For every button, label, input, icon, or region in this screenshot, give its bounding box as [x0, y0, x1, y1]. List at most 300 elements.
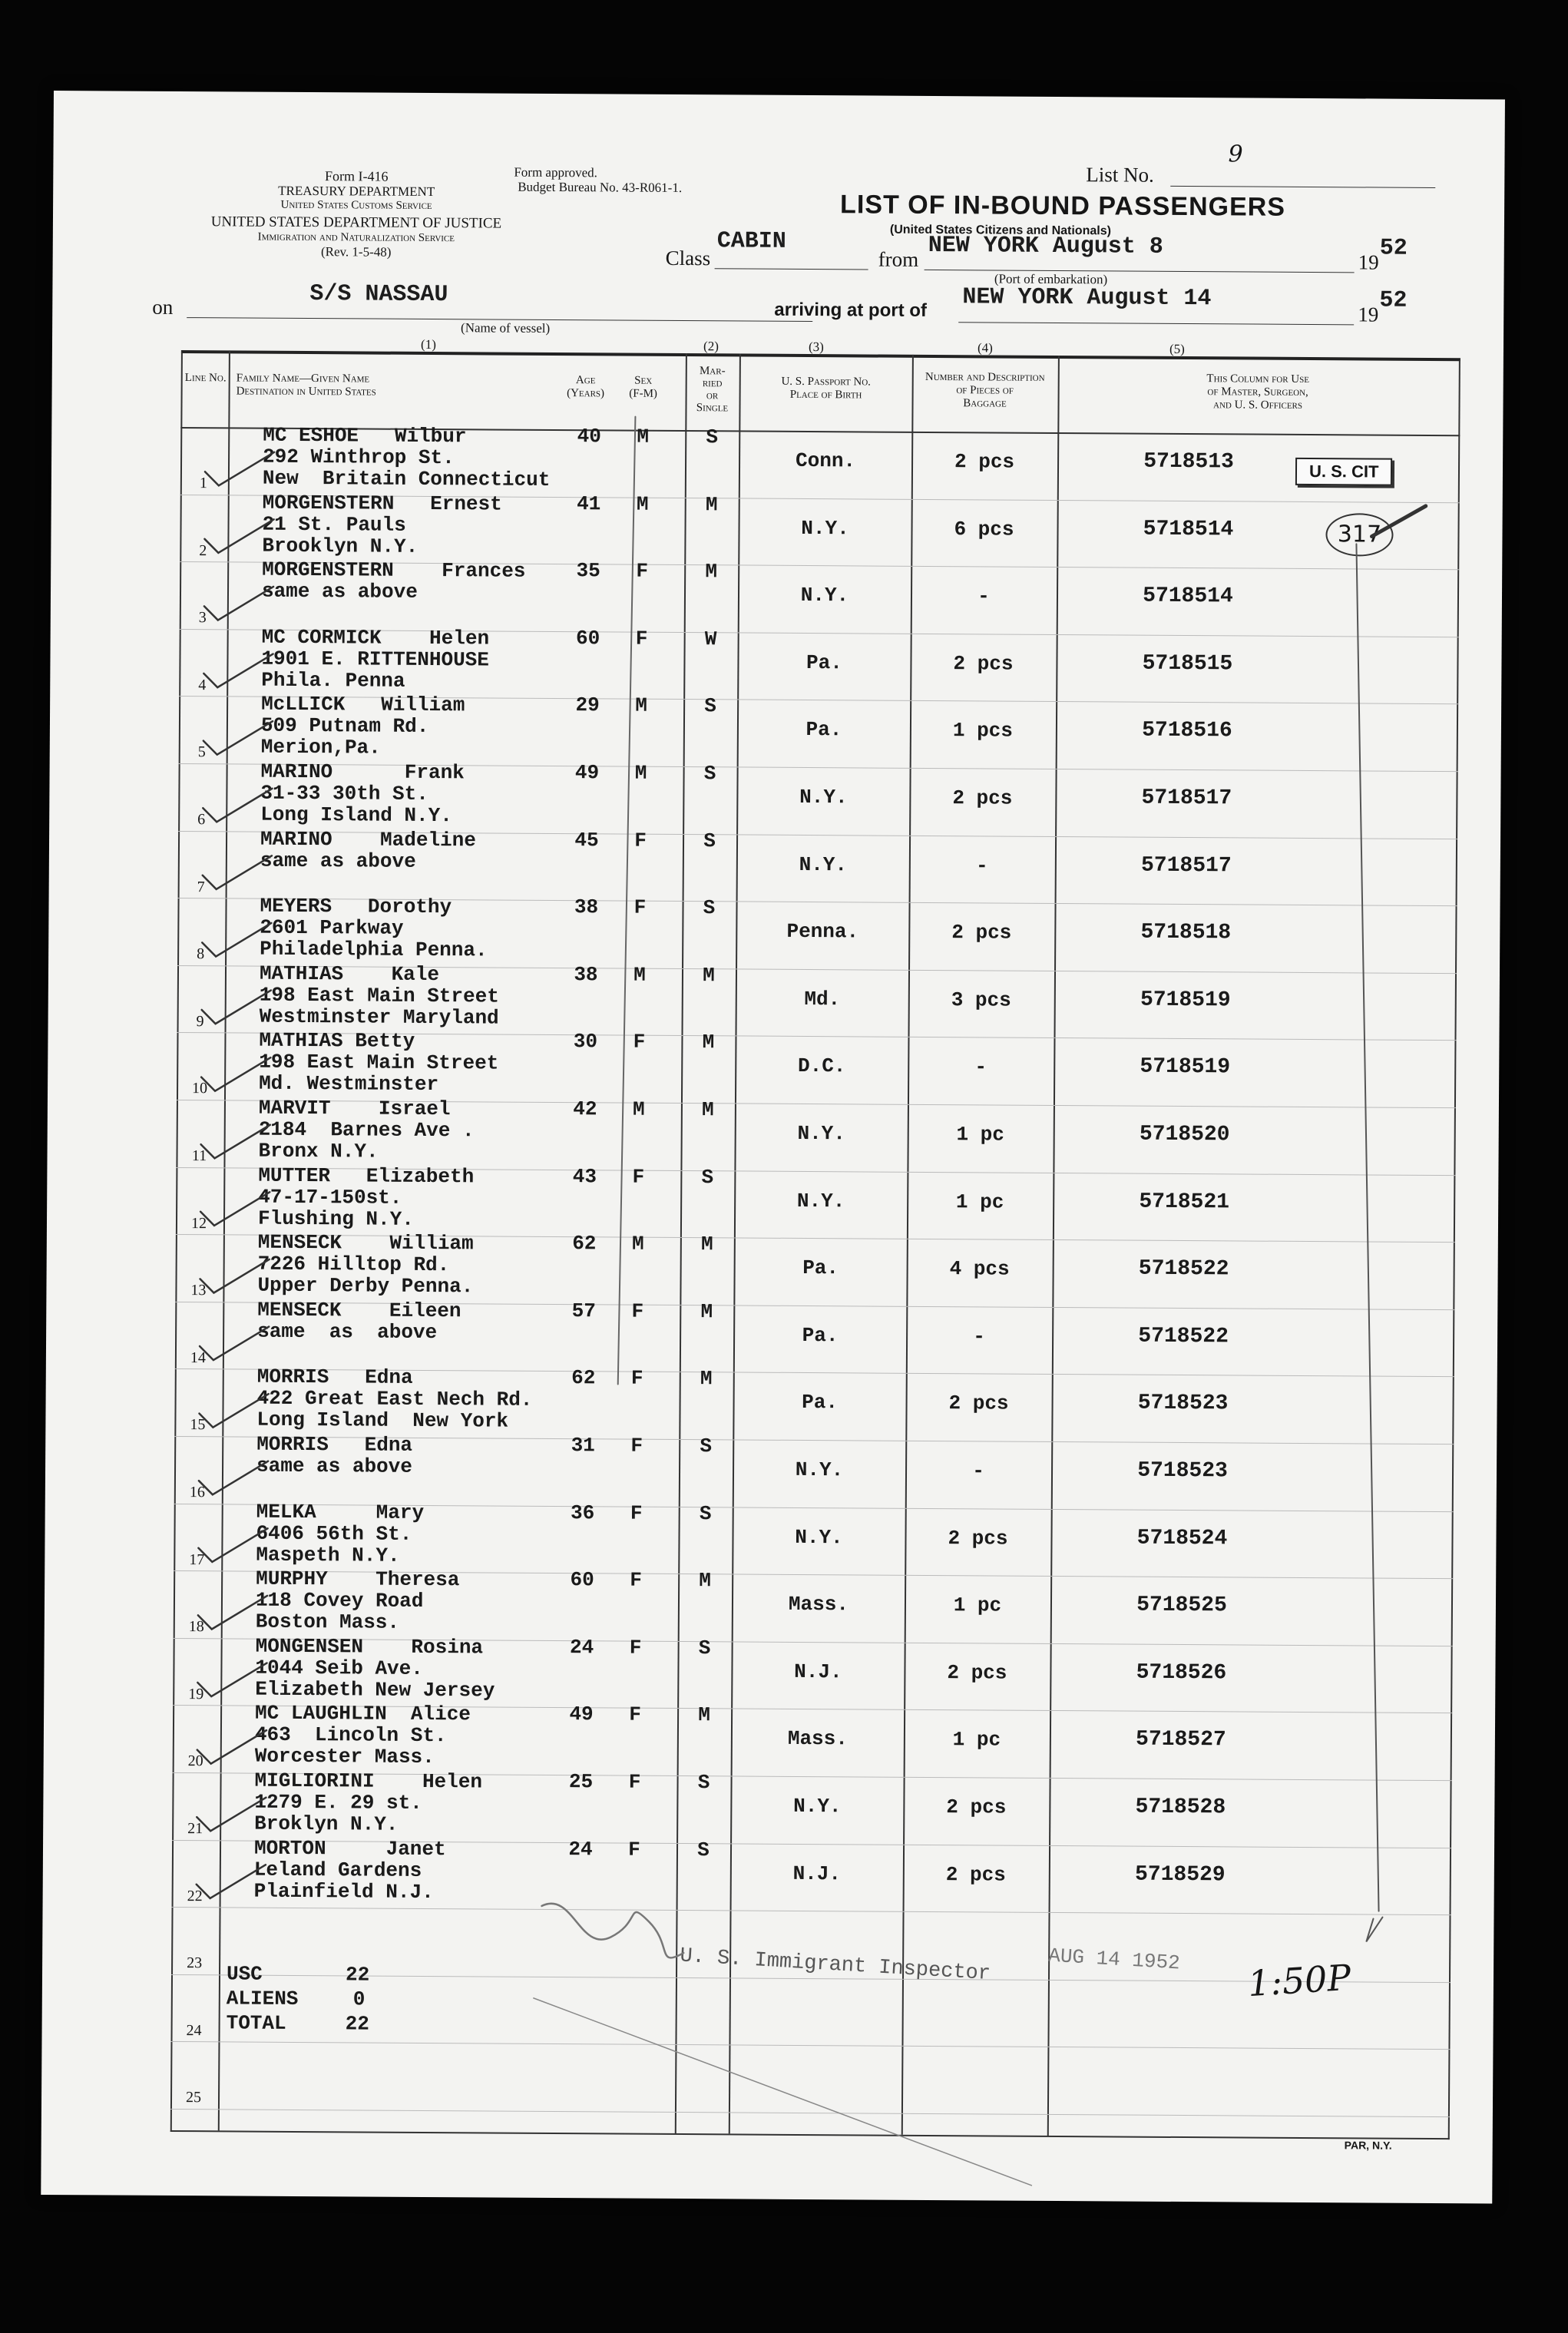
line-number: 25	[185, 2089, 202, 2106]
baggage: 2 pcs	[951, 921, 1012, 945]
marital-status: S	[698, 1636, 711, 1660]
age: 42	[573, 1097, 597, 1121]
age: 30	[573, 1030, 598, 1054]
destination-address: 31-33 30th St.	[260, 781, 428, 806]
col-number-4: (4)	[977, 340, 993, 356]
header-baggage: of Pieces of	[956, 384, 1014, 397]
destination-city: Maspeth N.Y.	[256, 1543, 400, 1567]
marital-status: S	[704, 694, 717, 718]
arriving-value: NEW YORK August 14	[962, 284, 1212, 313]
check-mark	[203, 654, 273, 688]
baggage: -	[978, 584, 990, 608]
officer-number: 5718515	[1142, 651, 1233, 677]
destination-city: Boston Mass.	[255, 1610, 400, 1634]
sex: F	[633, 895, 647, 919]
header-baggage: Baggage	[963, 397, 1007, 410]
passenger-name: MATHIAS Betty	[259, 1029, 415, 1054]
age: 35	[576, 559, 600, 583]
sex: F	[630, 1434, 643, 1458]
officer-number: 5718521	[1139, 1190, 1230, 1214]
class-label: Class	[665, 246, 711, 270]
check-mark	[204, 519, 273, 554]
sex: F	[634, 829, 647, 852]
line-number: 17	[189, 1550, 205, 1568]
sex: M	[631, 1232, 644, 1256]
line-number: 1	[199, 475, 207, 492]
birthplace: Pa.	[806, 718, 842, 742]
passenger-name: MARINO Madeline	[260, 827, 476, 852]
check-mark	[203, 855, 272, 890]
birthplace: N.Y.	[795, 1458, 844, 1482]
marital-status: S	[697, 1838, 710, 1861]
passenger-name: MORRIS Edna	[256, 1365, 413, 1390]
officer-number: 5718522	[1138, 1324, 1229, 1349]
birthplace: Pa.	[806, 650, 842, 675]
officer-number: 5718525	[1136, 1593, 1227, 1618]
sex: F	[630, 1568, 643, 1592]
officer-number: 5718527	[1136, 1728, 1226, 1752]
marital-status: M	[705, 560, 718, 584]
class-value: CABIN	[716, 228, 786, 255]
officer-number: 5718520	[1139, 1122, 1230, 1147]
customs-service: United States Customs Service	[280, 198, 432, 213]
baggage: 2 pcs	[945, 1862, 1006, 1887]
marital-status: W	[704, 627, 717, 651]
destination-address: same as above	[256, 1454, 412, 1478]
line-number: 4	[198, 676, 207, 694]
officer-number: 5718524	[1136, 1526, 1228, 1550]
passenger-name: MELKA Mary	[256, 1500, 425, 1524]
marital-status: M	[700, 1233, 713, 1256]
officer-number: 5718518	[1140, 920, 1232, 945]
justice-dept: UNITED STATES DEPARTMENT OF JUSTICE	[210, 213, 502, 232]
marital-status: M	[700, 1367, 713, 1391]
aliens-count: 0	[352, 1987, 366, 2011]
document-subtitle: (United States Citizens and Nationals)	[889, 223, 1112, 238]
destination-address: 198 East Main Street	[259, 1051, 499, 1075]
line-number: 6	[197, 811, 206, 829]
destination-city: Philadelphia Penna.	[260, 937, 488, 962]
marital-status: S	[706, 425, 719, 449]
header-baggage: Number and Description	[925, 370, 1045, 384]
marital-status: S	[703, 896, 716, 920]
officer-number: 5718513	[1143, 449, 1234, 475]
marital-status: S	[700, 1435, 713, 1458]
officer-number: 5718514	[1143, 584, 1233, 609]
line-number: 8	[197, 945, 205, 963]
sex: F	[635, 627, 648, 650]
officer-number: 5718519	[1140, 1055, 1231, 1080]
baggage: -	[974, 1055, 987, 1079]
marital-status: S	[701, 1165, 714, 1189]
baggage: 3 pcs	[951, 988, 1011, 1012]
marital-status: M	[702, 1031, 715, 1054]
line-number: 24	[186, 2021, 202, 2040]
marital-status: M	[698, 1703, 710, 1727]
header-name: Family Name—Given Name	[236, 372, 370, 386]
passenger-name: MORGENSTERN Frances	[262, 558, 526, 583]
baggage: -	[972, 1459, 984, 1483]
sex: F	[631, 1299, 644, 1323]
marital-status: M	[700, 1299, 713, 1324]
destination-address: 292 Winthrop St.	[263, 445, 455, 470]
age: 36	[571, 1501, 595, 1524]
line-number: 22	[187, 1887, 203, 1904]
marital-status: S	[703, 829, 716, 852]
arr-year-prefix: 19	[1358, 303, 1379, 326]
handwritten-marks	[41, 91, 1505, 2203]
birthplace: Md.	[804, 987, 841, 1011]
destination-city: Upper Derby Penna.	[257, 1273, 474, 1299]
destination-address: 463 Lincoln St.	[254, 1723, 447, 1748]
destination-city: Merion,Pa.	[260, 736, 381, 760]
usc-label: USC	[226, 1962, 263, 1986]
line-number: 18	[188, 1618, 204, 1636]
header-age: Age	[575, 374, 596, 387]
marital-status: M	[699, 1569, 712, 1593]
baggage: -	[973, 1325, 986, 1349]
officer-number: 5718522	[1138, 1256, 1229, 1282]
age: 29	[575, 693, 600, 717]
check-mark	[198, 1595, 267, 1630]
sex: M	[633, 1097, 645, 1121]
destination-address: 6406 56th St.	[256, 1521, 412, 1546]
passenger-name: MATHIAS Kale	[259, 961, 440, 986]
destination-address: same as above	[260, 849, 416, 873]
passenger-name: MC ESHOE Wilbur	[263, 423, 467, 448]
sex: F	[628, 1838, 640, 1861]
header-single: Single	[696, 402, 729, 415]
destination-city: Phila. Penna	[261, 668, 405, 693]
baggage: 4 pcs	[949, 1257, 1010, 1281]
baggage: 2 pcs	[953, 651, 1014, 676]
budget-bureau: Budget Bureau No. 43-R061-1.	[518, 179, 683, 195]
check-mark	[197, 1865, 266, 1899]
age: 43	[572, 1164, 597, 1188]
inspector-stamp: U. S. Immigrant Inspector	[679, 1944, 991, 1987]
destination-address: same as above	[261, 579, 418, 604]
header-passport: U. S. Passport No.	[781, 375, 871, 389]
sex: F	[629, 1636, 642, 1660]
from-value: NEW YORK August 8	[928, 232, 1163, 260]
officer-number: 5718517	[1141, 786, 1232, 811]
destination-address: 509 Putnam Rd.	[260, 714, 429, 739]
birthplace: N.Y.	[799, 785, 848, 809]
header-age-years: (Years)	[567, 387, 605, 400]
sex: F	[629, 1703, 641, 1727]
officer-number: 5718526	[1136, 1660, 1227, 1686]
header-line-no: Line No.	[184, 372, 227, 385]
birthplace: N.Y.	[801, 516, 849, 540]
check-mark	[202, 990, 271, 1024]
col-number-2: (2)	[703, 339, 719, 354]
marital-status: S	[703, 762, 716, 786]
from-label: from	[878, 247, 919, 271]
check-mark	[197, 1663, 266, 1697]
check-mark	[200, 1326, 269, 1361]
age: 62	[572, 1232, 597, 1256]
age: 31	[571, 1434, 595, 1458]
passenger-name: MORTON Janet	[253, 1836, 446, 1861]
birthplace: N.Y.	[800, 584, 849, 607]
officer-number: 5718519	[1140, 988, 1231, 1013]
baggage: 2 pcs	[952, 786, 1013, 810]
destination-address: 1901 E. RITTENHOUSE	[261, 647, 490, 672]
baggage: 1 pc	[952, 1728, 1001, 1752]
age: 40	[577, 425, 601, 448]
birthplace: N.J.	[792, 1861, 842, 1885]
age: 49	[569, 1703, 594, 1726]
check-mark	[199, 1461, 268, 1495]
header-officers: This Column for Use	[1206, 372, 1310, 386]
printer-mark: PAR, N.Y.	[1344, 2139, 1392, 2152]
destination-city: Worcester Mass.	[254, 1745, 435, 1769]
line-number: 11	[191, 1147, 207, 1165]
header-destination: Destination in United States	[236, 385, 376, 399]
on-label: on	[152, 295, 174, 319]
passenger-name: MEYERS Dorothy	[260, 894, 452, 919]
check-mark	[197, 1730, 266, 1765]
passenger-name: MENSECK Eileen	[257, 1298, 461, 1323]
check-mark	[197, 1797, 266, 1832]
arr-year: 52	[1379, 287, 1408, 314]
form-revision: (Rev. 1-5-48)	[320, 244, 392, 260]
birthplace: N.J.	[794, 1660, 842, 1684]
total-count: 22	[345, 2012, 369, 2036]
sex: F	[632, 1165, 645, 1189]
officer-number: 5718523	[1137, 1458, 1228, 1484]
age: 24	[569, 1635, 594, 1660]
destination-city: Brooklyn N.Y.	[262, 534, 418, 558]
line-number: 23	[187, 1954, 203, 1972]
sex: M	[637, 425, 650, 448]
header-officers: of Master, Surgeon,	[1207, 386, 1308, 399]
line-number: 14	[190, 1349, 206, 1367]
passenger-name: MARVIT Israel	[258, 1096, 451, 1121]
col-number-5: (5)	[1169, 341, 1185, 357]
birthplace: D.C.	[797, 1054, 846, 1078]
arriving-label: arriving at port of	[774, 299, 928, 321]
destination-address: Leland Gardens	[253, 1858, 422, 1882]
age: 25	[568, 1770, 594, 1794]
birthplace: Pa.	[802, 1391, 839, 1415]
passenger-name: MONGENSEN Rosina	[255, 1634, 484, 1660]
passenger-name: MARINO Frank	[260, 759, 465, 785]
date-stamp: AUG 14 1952	[1047, 1944, 1181, 1975]
aliens-label: ALIENS	[226, 1987, 299, 2010]
line-number: 13	[190, 1282, 207, 1299]
destination-address: 2184 Barnes Ave .	[258, 1117, 475, 1143]
age: 49	[574, 761, 600, 785]
destination-city: Bronx N.Y.	[258, 1139, 379, 1163]
birthplace: N.Y.	[796, 1189, 845, 1213]
line-number: 20	[187, 1752, 203, 1770]
birthplace: Conn.	[795, 448, 856, 473]
destination-address: 1279 E. 29 st.	[254, 1790, 422, 1815]
sex: M	[633, 963, 646, 987]
ins-service: Immigration and Naturalization Service	[257, 230, 455, 245]
passenger-name: MORRIS Edna	[256, 1432, 413, 1457]
check-mark	[203, 788, 272, 822]
baggage: 6 pcs	[954, 517, 1014, 541]
check-mark	[199, 1394, 268, 1428]
birthplace: N.Y.	[793, 1794, 842, 1818]
circled-number: 317	[1325, 513, 1393, 557]
officer-number: 5718517	[1140, 853, 1232, 878]
passenger-name: MENSECK William	[257, 1230, 474, 1256]
birthplace: Penna.	[786, 920, 859, 944]
birthplace: Mass.	[787, 1727, 848, 1751]
age: 62	[571, 1366, 596, 1390]
sex: F	[630, 1501, 643, 1525]
check-mark	[202, 922, 271, 957]
baggage: 1 pc	[953, 1593, 1002, 1617]
destination-address: 422 Great East Nech Rd.	[256, 1387, 533, 1412]
sex: F	[633, 1031, 646, 1054]
destination-address: 198 East Main Street	[259, 983, 499, 1008]
time-note: 1:50P	[1246, 1956, 1352, 2005]
header-officers: and U. S. Officers	[1212, 399, 1303, 412]
line-number: 5	[197, 743, 206, 761]
destination-city: Flushing N.Y.	[257, 1206, 414, 1231]
baggage: 2 pcs	[947, 1660, 1007, 1685]
check-mark	[200, 1192, 270, 1226]
sex: M	[635, 694, 648, 718]
header-sex: Sex	[634, 374, 653, 387]
document-title: LIST OF IN-BOUND PASSENGERS	[839, 190, 1286, 222]
header-married: or	[706, 389, 719, 402]
marital-status: M	[703, 963, 715, 988]
header-sex-fm: (F-M)	[629, 387, 657, 400]
birthplace: N.Y.	[795, 1525, 843, 1549]
destination-city: Plainfield N.J.	[253, 1879, 434, 1904]
line-number: 2	[199, 541, 207, 559]
destination-address: 21 St. Pauls	[262, 512, 406, 537]
birthplace: N.Y.	[799, 852, 848, 876]
birthplace: Pa.	[802, 1256, 839, 1280]
from-year: 52	[1379, 235, 1408, 262]
check-mark	[204, 586, 273, 620]
list-no-label: List No.	[1086, 163, 1154, 187]
baggage: 1 pcs	[952, 719, 1014, 743]
passenger-name: MUTTER Elizabeth	[258, 1163, 475, 1188]
manifest-page	[41, 91, 1505, 2203]
line-number: 7	[197, 878, 205, 895]
birthplace: Pa.	[802, 1323, 839, 1348]
check-mark	[201, 1124, 270, 1159]
check-mark	[200, 1259, 269, 1293]
baggage: 2 pcs	[948, 1392, 1009, 1416]
sex: M	[636, 492, 649, 516]
list-no-value: 9	[1228, 141, 1243, 168]
officer-number: 5718516	[1142, 719, 1232, 743]
passenger-name: McLLICK William	[261, 693, 465, 717]
line-number: 19	[188, 1685, 204, 1703]
sex: M	[634, 761, 647, 785]
line-number: 10	[191, 1080, 208, 1097]
officer-number: 5718529	[1134, 1862, 1226, 1887]
line-number: 9	[196, 1012, 204, 1031]
usc-count: 22	[345, 1963, 370, 1987]
baggage: 1 pc	[955, 1190, 1004, 1214]
destination-address: 1044 Seib Ave.	[255, 1656, 423, 1680]
age: 60	[570, 1568, 594, 1592]
destination-address: 47-17-150st.	[258, 1185, 402, 1210]
baggage: 2 pcs	[954, 450, 1015, 474]
line-number: 12	[190, 1214, 207, 1232]
baggage: 2 pcs	[948, 1526, 1008, 1550]
destination-city: New Britain Connecticut	[262, 466, 551, 491]
passenger-name: MORGENSTERN Ernest	[262, 491, 502, 516]
vessel-value: S/S NASSAU	[309, 281, 448, 309]
age: 45	[574, 828, 599, 852]
us-cit-stamp: U. S. CIT	[1295, 458, 1393, 486]
check-mark	[201, 1057, 270, 1092]
col-number-3: (3)	[809, 339, 824, 355]
destination-city: Md. Westminster	[259, 1072, 439, 1097]
check-mark	[205, 452, 274, 486]
check-mark	[198, 1528, 267, 1563]
col-number-1: (1)	[421, 336, 436, 352]
total-label: TOTAL	[226, 2011, 286, 2035]
age: 24	[568, 1837, 593, 1861]
age: 60	[575, 626, 600, 650]
baggage: -	[975, 853, 988, 878]
sex: F	[636, 559, 649, 583]
officer-number: 5718514	[1143, 517, 1234, 541]
marital-status: S	[697, 1771, 710, 1795]
birthplace: N.Y.	[797, 1121, 846, 1146]
destination-address: same as above	[257, 1319, 438, 1344]
passenger-name: MC LAUGHLIN Alice	[255, 1702, 471, 1726]
age: 38	[574, 895, 599, 919]
line-number: 15	[190, 1416, 206, 1434]
destination-address: 118 Covey Road	[255, 1588, 424, 1613]
destination-city: Long Island N.Y.	[260, 802, 452, 828]
header-married: ried	[702, 377, 723, 390]
sex: F	[630, 1367, 643, 1391]
marital-status: M	[702, 1098, 714, 1122]
marital-status: M	[705, 492, 718, 516]
destination-city: Westminster Maryland	[259, 1004, 499, 1030]
marital-status: S	[699, 1501, 712, 1525]
birthplace: Mass.	[788, 1593, 849, 1617]
port-embarkation-caption: (Port of embarkation)	[994, 271, 1108, 287]
destination-address: 7226 Hilltop Rd.	[257, 1252, 450, 1277]
line-number: 16	[189, 1484, 205, 1501]
baggage: 1 pc	[956, 1123, 1005, 1147]
form-number: Form I-416	[325, 168, 389, 184]
destination-city: Long Island New York	[256, 1408, 509, 1434]
sex: F	[628, 1770, 641, 1794]
from-year-prefix: 19	[1358, 250, 1379, 274]
header-birthplace: Place of Birth	[789, 388, 862, 402]
header-married: Mar-	[699, 365, 726, 378]
line-number: 21	[187, 1820, 203, 1838]
baggage: 2 pcs	[946, 1795, 1007, 1819]
line-number: 3	[198, 609, 207, 627]
destination-city: Elizabeth New Jersey	[255, 1677, 495, 1703]
check-mark	[203, 721, 273, 756]
destination-city: Broklyn N.Y.	[254, 1812, 399, 1836]
passenger-name: MURPHY Theresa	[256, 1567, 460, 1592]
vessel-caption: (Name of vessel)	[461, 320, 551, 336]
form-approved: Form approved.	[514, 164, 598, 180]
passenger-name: MC CORMICK Helen	[261, 625, 490, 650]
officer-number: 5718523	[1137, 1392, 1229, 1416]
age: 57	[571, 1299, 597, 1323]
age: 38	[574, 962, 598, 987]
